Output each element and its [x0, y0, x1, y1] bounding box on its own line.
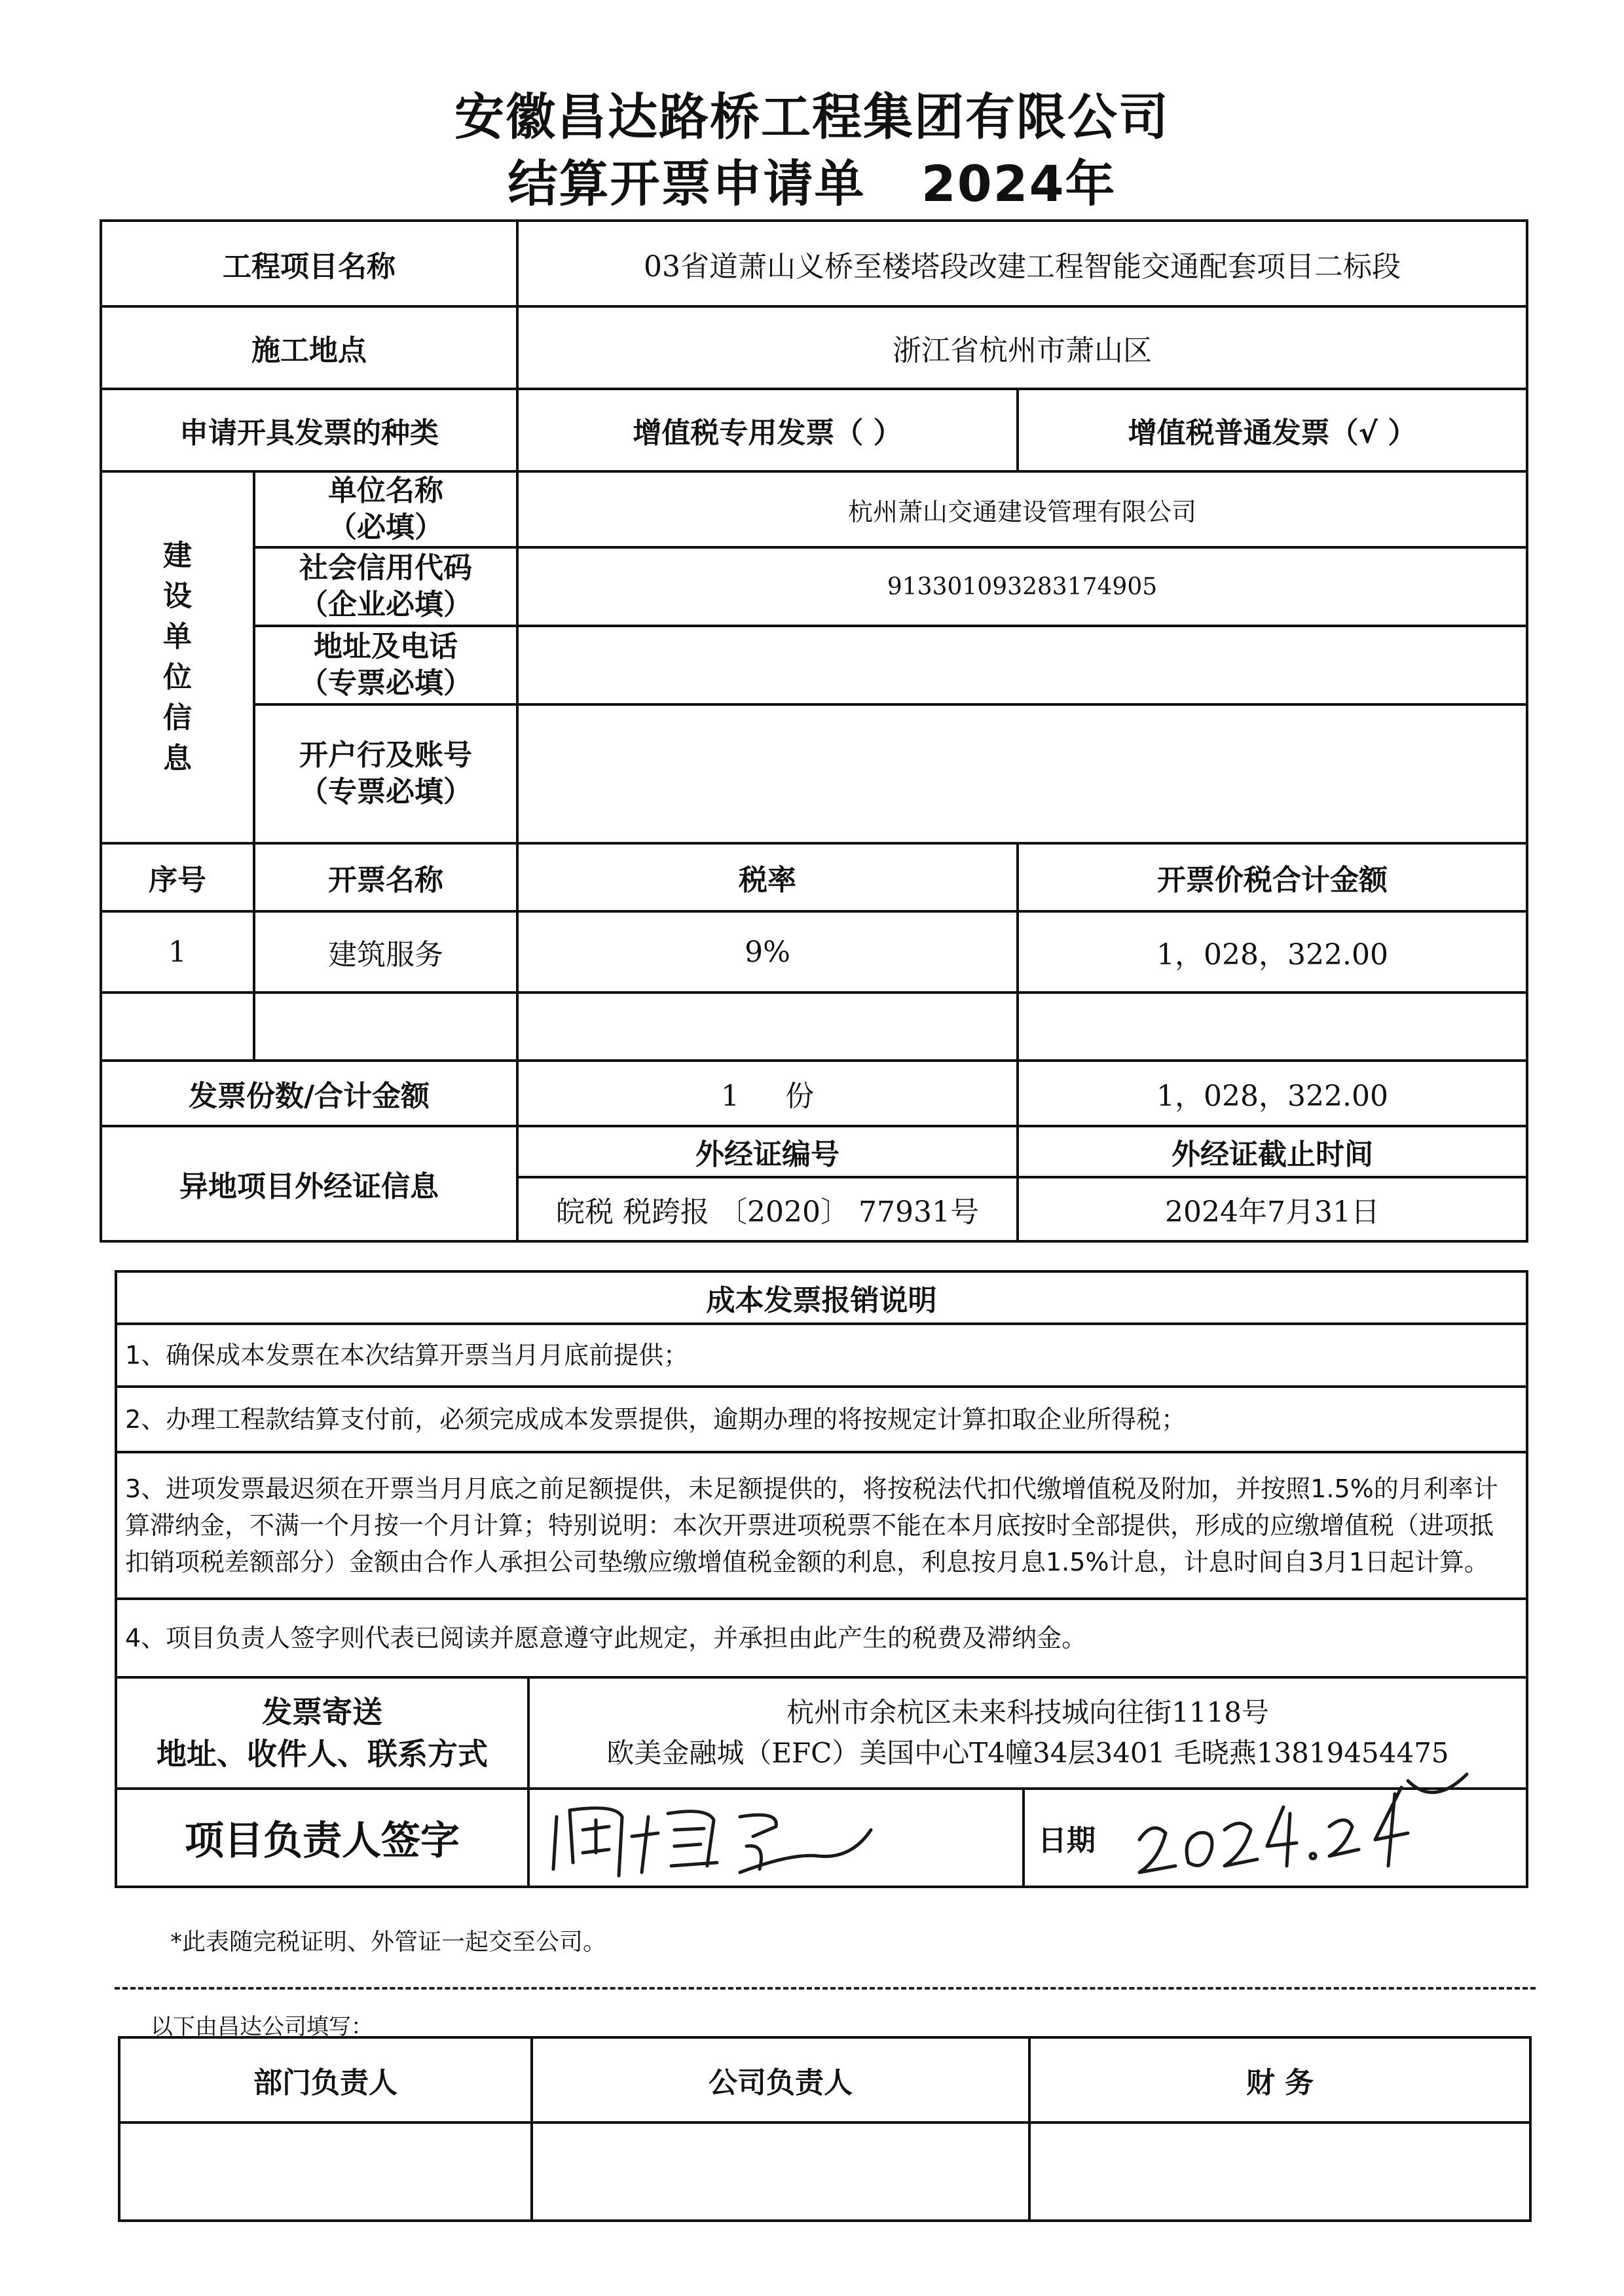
approval-header-company: 公司负责人	[532, 2037, 1029, 2123]
side-char: 单	[163, 620, 192, 653]
bank-label-line2: （专票必填）	[299, 775, 472, 809]
form-name: 结算开票申请单	[507, 155, 866, 213]
signature-label: 项目负责人签字	[116, 1789, 528, 1887]
footnote: *此表随完税证明、外管证一起交至公司。	[170, 1929, 607, 1956]
filled-by-note: 以下由昌达公司填写：	[151, 2014, 373, 2040]
totals-count-value: 1	[721, 1080, 740, 1113]
approval-company-sign[interactable]	[532, 2123, 1029, 2221]
delivery-label	[116, 1677, 528, 1789]
form-title	[0, 144, 1624, 215]
totals-amount: 1，028，322.00	[1018, 1061, 1527, 1126]
item-rate	[517, 993, 1018, 1061]
bank-label	[254, 704, 517, 843]
builder-info-side-label	[101, 471, 254, 843]
delivery-label-line2: 地址、收件人、联系方式	[157, 1736, 488, 1772]
date-label: 日期	[1038, 1824, 1096, 1857]
project-name-label: 工程项目名称	[101, 221, 517, 306]
table-row	[101, 993, 1527, 1061]
totals-count-unit: 份	[784, 1080, 814, 1113]
invoice-type-general: 增值税普通发票（√ ）	[1018, 389, 1527, 471]
company-title: 安徽昌达路桥工程集团有限公司	[454, 88, 1170, 146]
unit-name-label-line2: （必填）	[328, 511, 443, 544]
handwritten-signature	[544, 1791, 884, 1889]
invoice-type-label: 申请开具发票的种类	[101, 389, 517, 471]
items-header-amount: 开票价税合计金额	[1018, 843, 1527, 911]
out-of-town-deadline-header: 外经证截止时间	[1018, 1126, 1527, 1177]
out-of-town-no-header: 外经证编号	[517, 1126, 1018, 1177]
cut-line-divider	[115, 1987, 1536, 1990]
item-amount: 1，028，322.00	[1018, 911, 1527, 993]
bank-label-line1: 开户行及账号	[299, 738, 472, 772]
cost-note-3: 3、进项发票最迟须在开票当月月底之前足额提供，未足额提供的，将按税法代扣代缴增值税及附加，并按照1.5%的月利率计算滞纳金，不满一个月按一个月计算；特别说明：本次开票进项税票不能在本月底按时全部提供，形成的应缴增值税（进项抵扣销项税差额部分）金额由合作人承担公司垫缴应缴增值税金额的利息，利息按月息1.5%计息，计息时间自3月1日起计算。	[116, 1452, 1527, 1599]
items-header-rate: 税率	[517, 843, 1018, 911]
address-value	[517, 626, 1527, 704]
credit-code-label	[254, 547, 517, 626]
totals-count	[517, 1061, 1018, 1126]
approval-header-dept: 部门负责人	[119, 2037, 532, 2123]
out-of-town-label: 异地项目外经证信息	[101, 1126, 517, 1241]
credit-code-label-line2: （企业必填）	[299, 588, 472, 621]
table-row	[101, 911, 1527, 993]
address-label-line1: 地址及电话	[314, 630, 458, 663]
totals-label: 发票份数/合计金额	[101, 1061, 517, 1126]
item-rate: 9%	[517, 911, 1018, 993]
items-header-name: 开票名称	[254, 843, 517, 911]
approval-dept-sign[interactable]	[119, 2123, 532, 2221]
credit-code-label-line1: 社会信用代码	[299, 551, 472, 585]
address-label	[254, 626, 517, 704]
location-label: 施工地点	[101, 306, 517, 389]
bank-value	[517, 704, 1527, 843]
location-value: 浙江省杭州市萧山区	[517, 306, 1527, 389]
credit-code-value: 91330109328317490‍5	[517, 547, 1527, 626]
item-name	[254, 993, 517, 1061]
delivery-label-line1: 发票寄送	[262, 1694, 382, 1730]
project-name-value: 03省道萧山义桥至楼塔段改建工程智能交通配套项目二标段	[517, 221, 1527, 306]
side-char: 建	[163, 539, 192, 572]
approval-table	[118, 2036, 1532, 2222]
delivery-address-line1: 杭州市余杭区未来科技城向往街1118号	[786, 1696, 1269, 1728]
out-of-town-no-value: 皖税 税跨报 〔2020〕 77931号	[517, 1177, 1018, 1241]
out-of-town-deadline-value: 2024年7月31日	[1018, 1177, 1527, 1241]
side-char: 息	[163, 742, 192, 775]
item-no: 1	[101, 911, 254, 993]
invoice-type-special: 增值税专用发票（ ）	[517, 389, 1018, 471]
approval-header-finance: 财 务	[1029, 2037, 1530, 2123]
form-year: 2024年	[921, 155, 1116, 213]
item-name: 建筑服务	[254, 911, 517, 993]
items-header-no: 序号	[101, 843, 254, 911]
side-char: 设	[163, 579, 192, 613]
unit-name-label	[254, 471, 517, 547]
unit-name-label-line1: 单位名称	[328, 474, 443, 507]
side-char: 位	[163, 661, 192, 694]
item-amount	[1018, 993, 1527, 1061]
cost-note-4: 4、项目负责人签字则代表已阅读并愿意遵守此规定，并承担由此产生的税费及滞纳金。	[116, 1599, 1527, 1677]
cost-note-2: 2、办理工程款结算支付前，必须完成成本发票提供，逾期办理的将按规定计算扣取企业所得税；	[116, 1387, 1527, 1452]
cost-notes-title: 成本发票报销说明	[116, 1271, 1527, 1324]
side-char: 信	[163, 701, 192, 735]
main-form-table	[100, 219, 1528, 1243]
delivery-address-line2: 欧美金融城（EFC）美国中心T4幢34层3401 毛晓燕13819454475	[606, 1737, 1449, 1769]
approval-finance-sign[interactable]	[1029, 2123, 1530, 2221]
item-no	[101, 993, 254, 1061]
unit-name-value: 杭州萧山交通建设管理有限公司	[517, 471, 1527, 547]
handwritten-date	[1126, 1768, 1493, 1886]
cost-note-1: 1、确保成本发票在本次结算开票当月月底前提供；	[116, 1324, 1527, 1387]
address-label-line2: （专票必填）	[299, 666, 472, 700]
